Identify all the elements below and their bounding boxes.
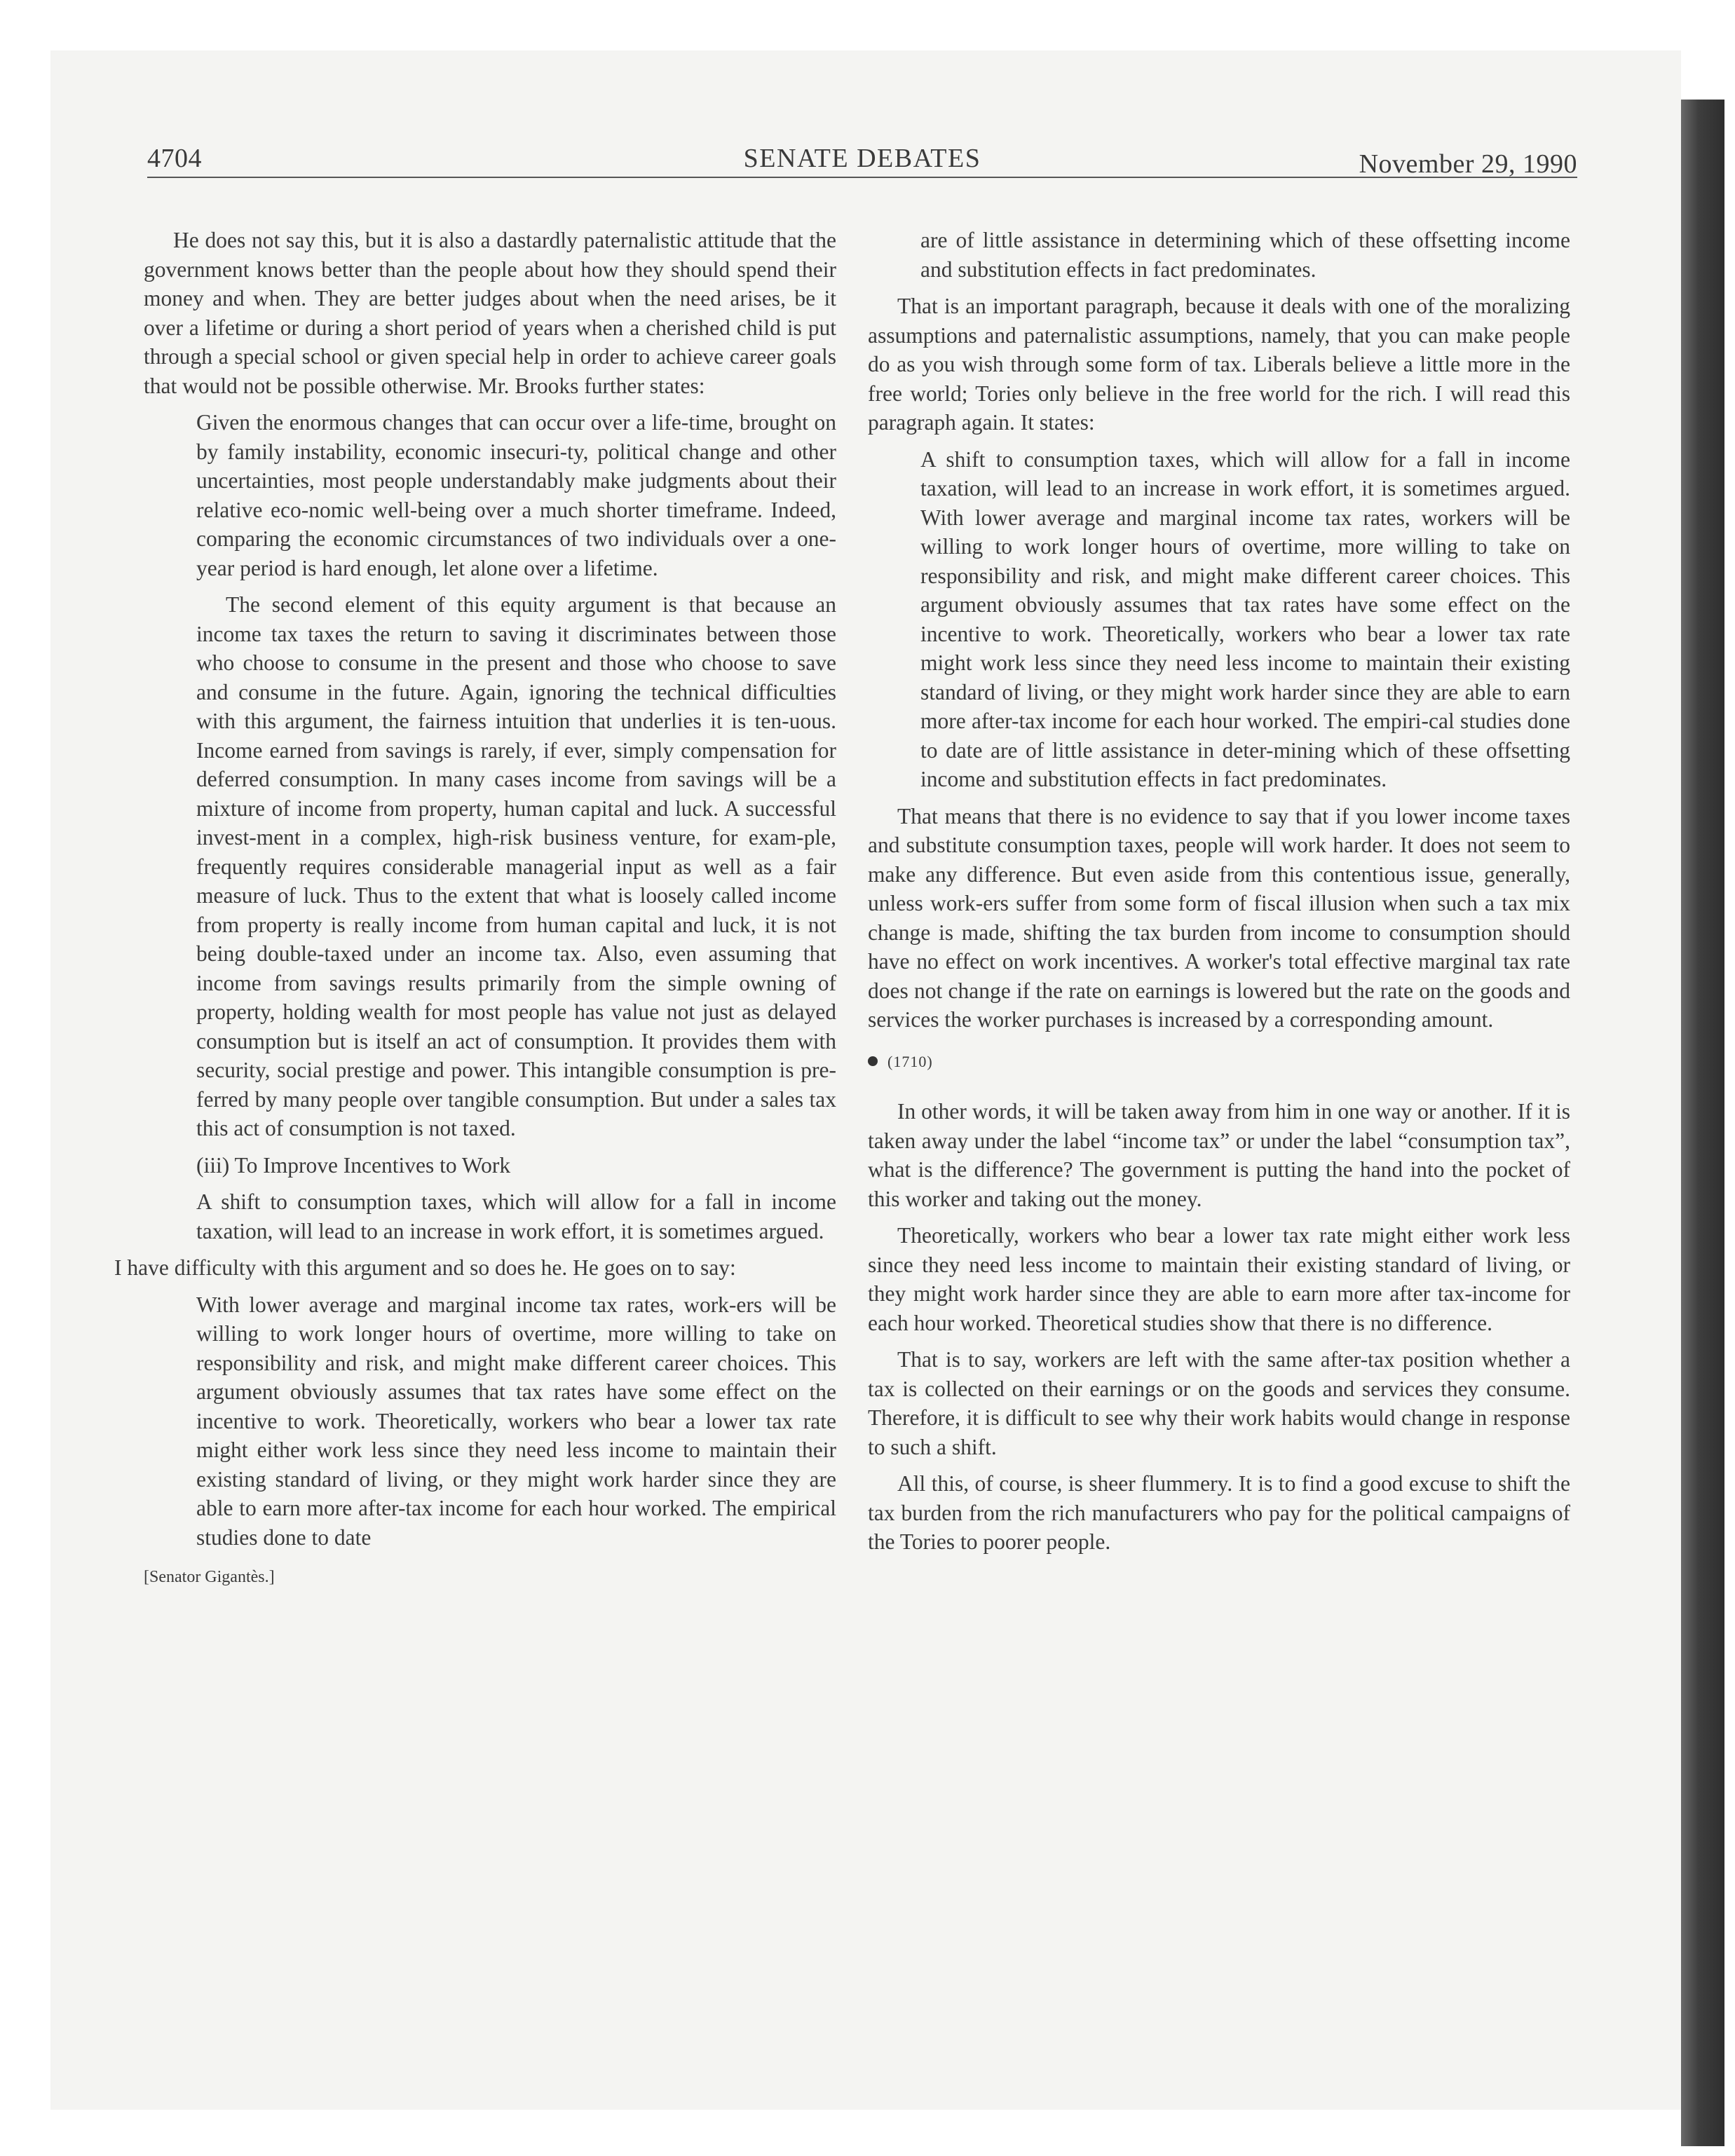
quote-paragraph: The second element of this equity argument is that because an income tax taxes the return to saving it discriminates between those who choose to consume in the present and those who choose to save and consume in the future. Again, ignoring the technical difficulties with this argument, the fairness intuition that underlies it is ten-uous. Income earned from savings is rarely, if ever, simply compensation for deferred consumption. In many cases income from savings will be a mixture of income from property, human capital and luck. A successful invest-ment in a complex, high-risk business venture, for exam-ple, frequently requires considerable managerial input as well as a fair measure of luck. Thus to the extent that what is loosely called income from property is really income from human capital and luck, it is not being double-taxed under an income tax. Also, even assuming that income from savings results primarily from the simple owning of property, holding wealth for most people has value not just as delayed consumption but is itself an act of consumption. It provides them with security, social prestige and power. This intangible consumption is pre-ferred by many people over tangible consumption. But under a sales tax this act of consumption is not taxed.	[196, 592, 836, 1140]
paragraph: All this, of course, is sheer flummery. It is to find a good excuse to shift the tax burden from the rich manufacturers who pay for the political campaigns of the Tories to poorer people.	[868, 1471, 1570, 1554]
block-quote	[920, 226, 1570, 284]
left-column	[114, 226, 836, 1592]
right-column	[868, 226, 1570, 1564]
block-quote	[196, 1290, 836, 1553]
paragraph: In other words, it will be taken away from him in one way or another. If it is taken away under the label “income tax” or under the label “consumption tax”, what is the difference? The government is putting the hand into the pocket of this worker and taking out the money.	[868, 1099, 1570, 1211]
quote-paragraph: A shift to consumption taxes, which will allow for a fall in income taxation, will lead to an increase in work effort, it is sometimes argued. With lower average and marginal income tax rates, workers will be willing to work longer hours of overtime, more willing to take on responsibility and risk, and might make different career choices. This argument obviously assumes that tax rates have some effect on the incentive to work. Theoretically, workers who bear a lower tax rate might work less since they need less income to maintain their existing standard of living, or they might work harder since they are able to earn more after-tax income for each hour worked. The empiri-cal studies done to date are of little assistance in deter-mining which of these offsetting income and substitution effects in fact predominates.	[920, 446, 1570, 791]
paragraph: That is to say, workers are left with the same after-tax position whether a tax is collected on their earnings or on the goods and services they consume. Therefore, it is difficult to see why their work habits would change in response to such a shift.	[868, 1347, 1570, 1459]
issue-date: November 29, 1990	[1359, 149, 1577, 179]
page-number: 4704	[147, 144, 202, 173]
time-marker	[868, 1047, 1570, 1077]
section-subheading: (iii) To Improve Incentives to Work	[196, 1152, 511, 1178]
publication-title: SENATE DEBATES	[743, 144, 981, 173]
bullet-icon	[868, 1056, 878, 1066]
paragraph: That is an important paragraph, because it deals with one of the moralizing assumptions and paternalistic assumptions, namely, that you can make people do as you wish through some form of tax. Liberals believe a little more in the free world; Tories only believe in the free world for the rich. I will read this paragraph again. It states:	[868, 294, 1570, 435]
quote-paragraph: Given the enormous changes that can occur over a life-time, brought on by family instability, economic insecuri-ty, political change and other uncertainties, most people understandably make judgments about their relative eco-nomic well-being over a much shorter timeframe. Indeed, comparing the economic circumstances of two individuals over a one-year period is hard enough, let alone over a lifetime.	[196, 410, 836, 580]
paragraph: Theoretically, workers who bear a lower tax rate might either work less since they need less income to maintain their existing standard of living, or they might work harder since they are able to earn more after tax-income for each hour worked. Theoretical studies show that there is no difference.	[868, 1223, 1570, 1335]
block-quote	[920, 445, 1570, 794]
page-header	[147, 137, 1577, 178]
paragraph: I have difficulty with this argument and so does he. He goes on to say:	[114, 1255, 736, 1280]
quote-paragraph: are of little assistance in determining which of these offsetting income and substitution effects in fact predominates.	[920, 228, 1570, 282]
time-marker-label: (1710)	[887, 1052, 933, 1070]
quote-paragraph: With lower average and marginal income tax rates, work-ers will be willing to work longer hours of overtime, more willing to take on responsibility and risk, and might make different career choices. This argument obviously assumes that tax rates have some effect on the incentive to work. Theoretically, workers who bear a lower tax rate might either work less since they need less income to maintain their existing standard of living, or they might work harder since they are able to earn more after-tax income for each hour worked. The empirical studies done to date	[196, 1292, 836, 1550]
paragraph: That means that there is no evidence to say that if you lower income taxes and substitute consumption taxes, people will work harder. It does not seem to make any difference. But even aside from this contentious issue, generally, unless work-ers suffer from some form of fiscal illusion when such a tax mix change is made, shifting the tax burden from income to consumption should have no effect on work incentives. A worker's total effective marginal tax rate does not change if the rate on earnings is lowered but the rate on the goods and services the worker purchases is increased by a corresponding amount.	[868, 803, 1570, 1032]
speaker-attribution: [Senator Gigantès.]	[144, 1568, 275, 1586]
quote-paragraph: A shift to consumption taxes, which will allow for a fall in income taxation, will lead to an increase in work effort, it is sometimes argued.	[196, 1189, 836, 1243]
scan-edge-shadow	[1681, 100, 1724, 2146]
block-quote	[196, 1187, 836, 1246]
paragraph: He does not say this, but it is also a dastardly paternalistic attitude that the government knows better than the people about how they should spend their money and when. They are better judges about when the need arises, be it over a lifetime or during a short period of years when a cherished child is put through a special school or given special help in order to achieve career goals that would not be possible otherwise. Mr. Brooks further states:	[144, 228, 836, 398]
block-quote	[196, 408, 836, 1143]
